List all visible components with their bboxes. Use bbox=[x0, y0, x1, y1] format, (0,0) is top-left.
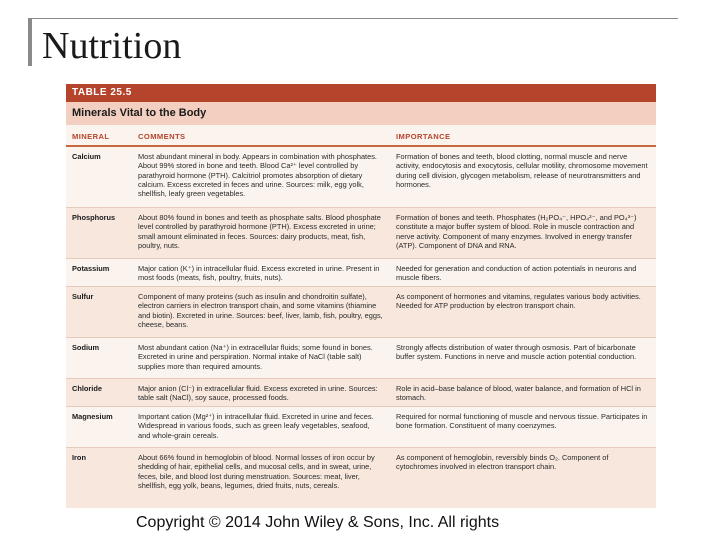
table-row bbox=[66, 147, 656, 208]
slide-title: Nutrition bbox=[42, 25, 182, 67]
slide-frame-left-rule bbox=[28, 18, 32, 66]
mineral-importance: Formation of bones and teeth. Phosphates (H₂PO₄⁻, HPO₄²⁻, and PO₄³⁻) constitute a major buffer system of blood. Role in muscle contraction and nerve activity. Component of many enzymes. Involved in energy transfer (ATP). Component of DNA and RNA. bbox=[396, 213, 637, 250]
mineral-comments: Major anion (Cl⁻) in extracellular fluid. Excess excreted in urine. Sources: table salt (NaCl), soy sauce, processed foods. bbox=[138, 384, 378, 403]
minerals-table bbox=[66, 84, 656, 508]
table-row bbox=[66, 448, 656, 508]
mineral-name: Potassium bbox=[72, 264, 110, 273]
table-row bbox=[66, 287, 656, 338]
mineral-comments: Major cation (K⁺) in intracellular fluid. Excess excreted in urine. Present in most foods (meats, fish, poultry, fruits, nuts). bbox=[138, 264, 380, 283]
mineral-importance: Required for normal functioning of muscle and nervous tissue. Participates in bone formation. Constituent of many coenzymes. bbox=[396, 412, 648, 431]
mineral-name: Sodium bbox=[72, 343, 100, 352]
table-column-headers bbox=[66, 125, 656, 147]
mineral-name: Magnesium bbox=[72, 412, 113, 421]
mineral-name: Sulfur bbox=[72, 292, 94, 301]
mineral-importance: Formation of bones and teeth, blood clotting, normal muscle and nerve activity, endocytosis and exocytosis, cellular motility, chromosome movement during cell division, glycogen metabolism, release of neurotransmitters and hormones. bbox=[396, 152, 648, 189]
mineral-importance: Needed for generation and conduction of action potentials in neurons and muscle fibers. bbox=[396, 264, 637, 283]
mineral-importance: Role in acid–base balance of blood, water balance, and formation of HCl in stomach. bbox=[396, 384, 641, 403]
table-body bbox=[66, 147, 656, 508]
mineral-importance: As component of hormones and vitamins, regulates various body activities. Needed for ATP production by electron transport chain. bbox=[396, 292, 641, 311]
table-label: TABLE 25.5 bbox=[66, 84, 656, 102]
mineral-comments: Most abundant mineral in body. Appears in combination with phosphates. About 99% stored in bone and teeth. Blood Ca²⁺ level controlled by parathyroid hormone (PTH). Calcitriol promotes absorption of dietary calcium. Excess excreted in feces and urine. Sources: milk, egg yolk, shellfish, leafy green vegetables. bbox=[138, 152, 377, 199]
column-header-mineral: MINERAL bbox=[72, 132, 110, 141]
table-row bbox=[66, 379, 656, 407]
slide-frame-top-rule bbox=[28, 18, 678, 19]
table-row bbox=[66, 407, 656, 448]
mineral-comments: Important cation (Mg²⁺) in intracellular fluid. Excreted in urine and feces. Widespread in various foods, such as green leafy vegetables, seafood, and whole-grain cereals. bbox=[138, 412, 374, 440]
mineral-name: Chloride bbox=[72, 384, 102, 393]
mineral-importance: Strongly affects distribution of water through osmosis. Part of bicarbonate buffer system. Functions in nerve and muscle action potential conduction. bbox=[396, 343, 637, 362]
mineral-comments: Most abundant cation (Na⁺) in extracellular fluids; some found in bones. Excreted in urine and perspiration. Normal intake of NaCl (table salt) supplies more than required amounts. bbox=[138, 343, 373, 371]
column-header-importance: IMPORTANCE bbox=[396, 132, 451, 141]
mineral-importance: As component of hemoglobin, reversibly binds O₂. Component of cytochromes involved in electron transport chain. bbox=[396, 453, 609, 472]
mineral-comments: About 66% found in hemoglobin of blood. Normal losses of iron occur by shedding of hair, epithelial cells, and mucosal cells, and in sweat, urine, feces, bile, and blood lost during menstruation. Sources: meat, liver, shellfish, egg yolk, beans, legumes, dried fruits, nuts, cereals. bbox=[138, 453, 375, 490]
mineral-name: Calcium bbox=[72, 152, 101, 161]
mineral-name: Iron bbox=[72, 453, 86, 462]
mineral-comments: About 80% found in bones and teeth as phosphate salts. Blood phosphate level controlled by parathyroid hormone (PTH). Excess excreted in urine; small amount eliminated in feces. Sources: dairy products, meat, fish, poultry, nuts. bbox=[138, 213, 381, 250]
mineral-name: Phosphorus bbox=[72, 213, 116, 222]
column-header-comments: COMMENTS bbox=[138, 132, 186, 141]
table-row bbox=[66, 208, 656, 259]
mineral-comments: Component of many proteins (such as insulin and chondroitin sulfate), electron carriers in electron transport chain, and some vitamins (thiamine and biotin). Excreted in urine. Sources: beef, liver, lamb, fish, poultry, eggs, cheese, beans. bbox=[138, 292, 383, 329]
table-row bbox=[66, 338, 656, 379]
table-row bbox=[66, 259, 656, 287]
copyright-footer: Copyright © 2014 John Wiley & Sons, Inc. All rights bbox=[136, 514, 500, 531]
table-caption: Minerals Vital to the Body bbox=[66, 102, 656, 125]
